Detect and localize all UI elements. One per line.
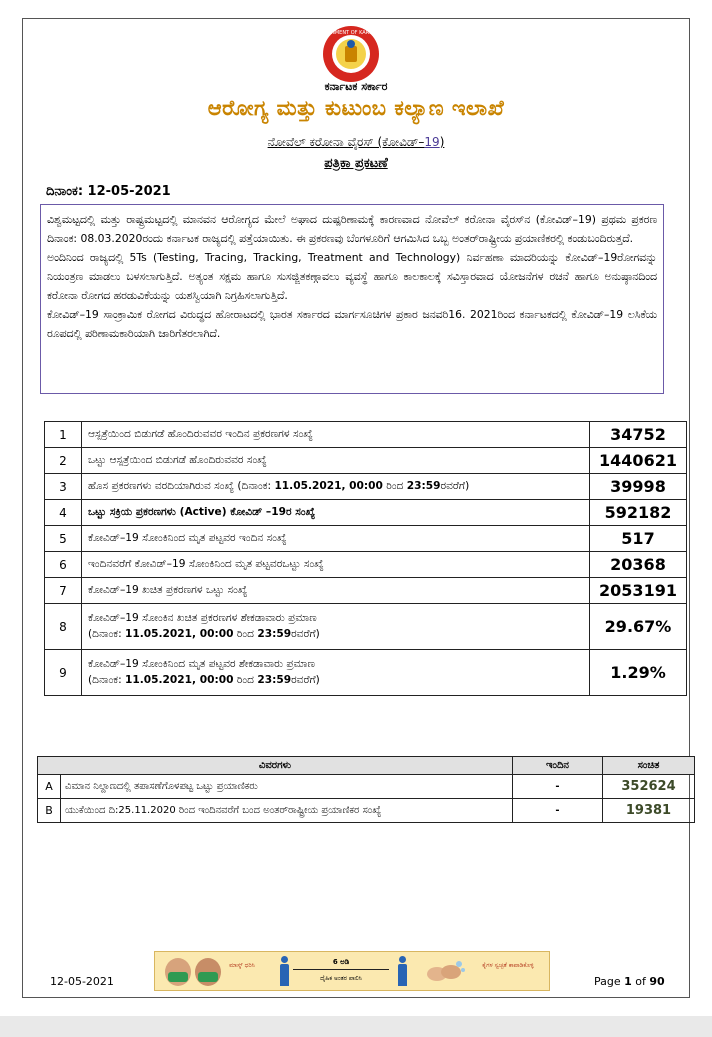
government-emblem-icon xyxy=(310,24,392,84)
subject-prefix: ನೋವೆಲ್ ಕರೋನಾ ವೈರಸ್ (ಕೋವಿಡ್– xyxy=(267,135,425,149)
table-row xyxy=(45,448,687,474)
desc-part: ರಿಂದ xyxy=(382,480,407,492)
banner-distance-text: ದೈಹಿಕ ಅಂತರ ಪಾಲಿಸಿ xyxy=(320,975,362,982)
row-description: ಒಟ್ಟು ಸಕ್ರಿಯ ಪ್ರಕರಣಗಳು (Active) ಕೋವಿಡ್ –19ರ ಸಂಖ್ಯೆ xyxy=(82,500,590,526)
desc-date: 11.05.2021, 00:00 xyxy=(125,628,234,640)
row-cumulative: 19381 xyxy=(603,799,695,823)
row-number: 1 xyxy=(45,422,82,448)
international-travellers-table xyxy=(37,756,695,823)
row-cumulative: 352624 xyxy=(603,775,695,799)
desc-date: 11.05.2021, 00:00 xyxy=(274,480,383,492)
row-label: A xyxy=(38,775,61,799)
footer-date: 12-05-2021 xyxy=(50,975,114,988)
footer-page-number xyxy=(594,975,665,988)
header-cumulative: ಸಂಚಿತ xyxy=(603,757,695,775)
release-date: ದಿನಾಂಕ: 12-05-2021 xyxy=(46,184,171,199)
row-description xyxy=(82,604,590,650)
desc-part: ರವರೆಗೆ) xyxy=(440,480,470,492)
row-value: 39998 xyxy=(590,474,687,500)
header-today: ಇಂದಿನ xyxy=(513,757,603,775)
desc-part: ಹೊಸ ಪ್ರಕರಣಗಳು ವರದಿಯಾಗಿರುವ ಸಂಖ್ಯೆ (ದಿನಾಂಕ: xyxy=(88,480,275,492)
row-description: ಆಸ್ಪತ್ರೆಯಿಂದ ಬಿಡುಗಡೆ ಹೊಂದಿರುವವರ ಇಂದಿನ ಪ್ರಕರಣಗಳ ಸಂಖ್ಯೆ xyxy=(82,422,590,448)
row-number: 2 xyxy=(45,448,82,474)
date-range xyxy=(88,628,583,641)
row-today: - xyxy=(513,775,603,799)
row-number: 3 xyxy=(45,474,82,500)
row-description: ವಿಮಾನ ನಿಲ್ದಾಣದಲ್ಲಿ ತಪಾಸಣೆಗೊಳಪಟ್ಟ ಒಟ್ಟು ಪ್ರಯಾಣಿಕರು xyxy=(61,775,513,799)
row-value: 2053191 xyxy=(590,578,687,604)
intro-box xyxy=(40,204,664,394)
row-number: 9 xyxy=(45,650,82,696)
table-row xyxy=(45,604,687,650)
scroll-band xyxy=(0,1016,712,1037)
row-value: 20368 xyxy=(590,552,687,578)
desc-part: (ದಿನಾಂಕ: xyxy=(88,674,126,686)
banner-mask-text: ಮಾಸ್ಕ್ ಧರಿಸಿ xyxy=(229,962,255,969)
row-today: - xyxy=(513,799,603,823)
row-value: 517 xyxy=(590,526,687,552)
intro-paragraph-2: ಅಂದಿನಿಂದ ರಾಜ್ಯದಲ್ಲಿ 5Ts (Testing, Tracing, Tracking, Treatment and Technology) ನಿರ್ವಹಣಾ ಮಾದರಿಯನ್ನು ಕೋವಿಡ್–19ರೋಗವನ್ನು ನಿಯಂತ್ರಣ ಮಾಡಲು ಬಳಸಲಾಗುತ್ತಿದೆ. ಅತ್ಯಂತ ಸಕ್ಷಮ ಹಾಗೂ ಸುಸಜ್ಜಿತಕಣ್ಗಾವಲು ವ್ಯವಸ್ಥೆ ಹಾಗೂ ಕಾಲಕಾಲಕ್ಕೆ ಸವಿಸ್ತಾರವಾದ ಯೋಜನೆಗಳ ರಚನೆ ಹಾಗೂ ಅನುಷ್ಠಾನದಿಂದ ಕರೋನಾ ರೋಗದ ಹರಡುವಿಕೆಯನ್ನು ಯಶಸ್ವಿಯಾಗಿ ನಿಗ್ರಹಿಸಲಾಗುತ್ತಿದೆ. xyxy=(47,251,657,302)
table-row xyxy=(38,799,695,823)
table-header-row xyxy=(38,757,695,775)
date-range xyxy=(88,674,583,687)
row-description: ಯುಕೆಯಿಂದ ದಿ:25.11.2020 ರಿಂದ ಇಂದಿನವರೆಗೆ ಬಂದ ಅಂತರ್‌ರಾಷ್ಟ್ರೀಯ ಪ್ರಯಾಣಿಕರ ಸಂಖ್ಯೆ xyxy=(61,799,513,823)
table-row xyxy=(45,474,687,500)
desc-part: ರಿಂದ xyxy=(233,674,258,686)
masked-face-icon xyxy=(165,958,191,986)
page-label: Page xyxy=(594,975,625,988)
subject-number: 19 xyxy=(424,135,440,149)
press-release-title: ಪತ್ರಿಕಾ ಪ್ರಕಟಣೆ xyxy=(324,156,388,171)
header-details: ವಿವರಗಳು xyxy=(38,757,513,775)
desc-main: ಕೋವಿಡ್–19 ಸೋಂಕಿನಿಂದ ಮೃತ ಪಟ್ಟವರ ಶೇಕಡಾವಾರು ಪ್ರಮಾಣ xyxy=(88,658,315,670)
row-description xyxy=(82,474,590,500)
table-row xyxy=(45,650,687,696)
subject-line xyxy=(0,135,712,150)
page-of: of xyxy=(631,975,650,988)
intro-paragraph-3: ಕೋವಿಡ್–19 ಸಾಂಕ್ರಾಮಿಕ ರೋಗದ ವಿರುದ್ಧದ ಹೋರಾಟದಲ್ಲಿ ಭಾರತ ಸರ್ಕಾರದ ಮಾರ್ಗಸೂಚಿಗಳ ಪ್ರಕಾರ ಜನವರಿ16. 2021ರಿಂದ ಕರ್ನಾಟಕದಲ್ಲಿ ಕೋವಿಡ್–19 ಲಸಿಕೆಯ ರೂಪದಲ್ಲಿ ಪರಿಣಾಮಕಾರಿಯಾಗಿ ಜಾರಿಗೆತರಲಾಗಿದೆ. xyxy=(47,308,657,340)
row-description xyxy=(82,650,590,696)
table-row xyxy=(45,578,687,604)
row-value: 29.67% xyxy=(590,604,687,650)
hand-wash-icon xyxy=(423,958,467,986)
table-row xyxy=(45,500,687,526)
person-icon xyxy=(397,956,407,986)
desc-part: (ದಿನಾಂಕ: xyxy=(88,628,126,640)
table-row xyxy=(45,422,687,448)
masked-face-icon xyxy=(195,958,221,986)
row-value: 592182 xyxy=(590,500,687,526)
page-current: 1 xyxy=(624,975,632,988)
desc-part: ರವರೆಗೆ) xyxy=(291,628,320,640)
row-description: ಕೋವಿಡ್–19 ಖಚಿತ ಪ್ರಕರಣಗಳ ಒಟ್ಟು ಸಂಖ್ಯೆ xyxy=(82,578,590,604)
table-row xyxy=(38,775,695,799)
department-title: ಆರೋಗ್ಯ ಮತ್ತು ಕುಟುಂಬ ಕಲ್ಯಾಣ ಇಲಾಖೆ xyxy=(207,96,505,120)
row-label: B xyxy=(38,799,61,823)
desc-time: 23:59 xyxy=(406,480,441,492)
desc-date: 11.05.2021, 00:00 xyxy=(125,674,234,686)
row-description: ಕೋವಿಡ್–19 ಸೋಂಕಿನಿಂದ ಮೃತ ಪಟ್ಟವರ ಇಂದಿನ ಸಂಖ್ಯೆ xyxy=(82,526,590,552)
subject-suffix: ) xyxy=(439,135,445,149)
row-value: 34752 xyxy=(590,422,687,448)
page-total: 90 xyxy=(649,975,665,988)
row-description: ಒಟ್ಟು ಆಸ್ಪತ್ರೆಯಿಂದ ಬಿಡುಗಡೆ ಹೊಂದಿರುವವರ ಸಂಖ್ಯೆ xyxy=(82,448,590,474)
government-name: ಕರ್ನಾಟಕ ಸರ್ಕಾರ xyxy=(324,80,388,93)
desc-part: ರಿಂದ xyxy=(233,628,258,640)
emblem-text: GOVERNMENT OF KARNATAKA xyxy=(313,30,389,36)
row-value: 1440621 xyxy=(590,448,687,474)
intro-paragraph-1: ವಿಶ್ವಮಟ್ಟದಲ್ಲಿ ಮತ್ತು ರಾಷ್ಟ್ರಮಟ್ಟದಲ್ಲಿ ಮಾನವನ ಆರೋಗ್ಯದ ಮೇಲೆ ಅಘಾದ ದುಷ್ಪರಿಣಾಮಕ್ಕೆ ಕಾರಣವಾದ ನೋವೆಲ್ ಕರೋನಾ ವೈರಸ್‌ನ (ಕೋವಿಡ್–19) ಪ್ರಥಮ ಪ್ರಕರಣ ದಿನಾಂಕ: 08.03.2020ರಂದು ಕರ್ನಾಟಕ ರಾಜ್ಯದಲ್ಲಿ ಪತ್ತೆಯಾಯಿತು. ಈ ಪ್ರಕರಣವು ಬೆಂಗಳೂರಿಗೆ ಆಗಮಿಸಿದ ಒಬ್ಬ ಅಂತರ್‌ರಾಷ್ಟ್ರೀಯ ಪ್ರಯಾಣಿಕರಲ್ಲಿ ಕಂಡುಬಂದಿರುತ್ತದೆ. xyxy=(47,213,657,245)
row-number: 5 xyxy=(45,526,82,552)
desc-time: 23:59 xyxy=(257,674,292,686)
row-number: 4 xyxy=(45,500,82,526)
row-number: 8 xyxy=(45,604,82,650)
desc-part: ರವರೆಗೆ) xyxy=(291,674,320,686)
table-row xyxy=(45,552,687,578)
row-number: 6 xyxy=(45,552,82,578)
desc-main: ಕೋವಿಡ್–19 ಸೋಂಕಿನ ಖಚಿತ ಪ್ರಕರಣಗಳ ಶೇಕಡಾವಾರು ಪ್ರಮಾಣ xyxy=(88,612,317,624)
desc-time: 23:59 xyxy=(257,628,292,640)
row-value: 1.29% xyxy=(590,650,687,696)
table-row xyxy=(45,526,687,552)
person-icon xyxy=(279,956,289,986)
safety-banner xyxy=(154,951,550,991)
stats-table xyxy=(44,421,687,696)
row-number: 7 xyxy=(45,578,82,604)
distance-arrow xyxy=(293,969,389,970)
banner-distance: 6 ಅಡಿ xyxy=(332,958,350,966)
row-description: ಇಂದಿನವರೆಗೆ ಕೋವಿಡ್–19 ಸೋಂಕಿನಿಂದ ಮೃತ ಪಟ್ಟವರಒಟ್ಟು ಸಂಖ್ಯೆ xyxy=(82,552,590,578)
banner-hands-text: ಕೈಗಳ ಸ್ವಚ್ಛತೆ ಕಾಪಾಡಿಕೊಳ್ಳಿ xyxy=(482,962,534,969)
